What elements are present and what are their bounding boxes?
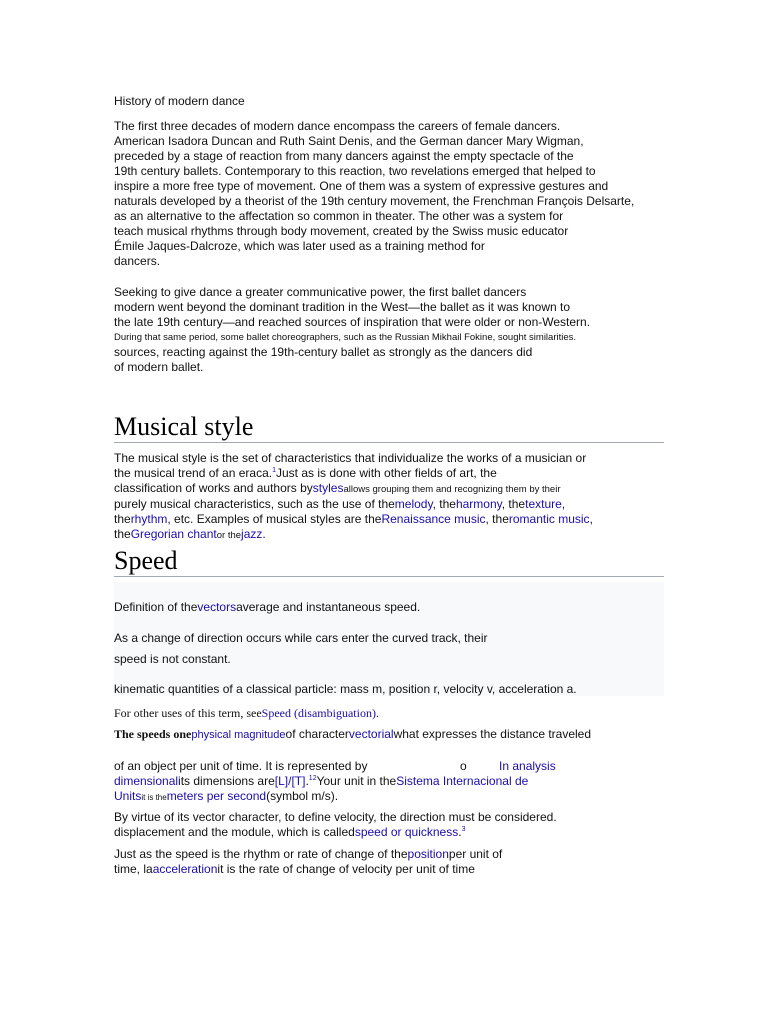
- text-line: preceded by a stage of reaction from many dancers against the empty spectacle of the: [114, 149, 574, 163]
- text-line: [114, 512, 593, 527]
- text-line: By virtue of its vector character, to define velocity, the direction must be considered.: [114, 810, 557, 824]
- infobox-caption-4: kinematic quantities of a classical particle: mass m, position r, velocity v, acceleration a.: [114, 682, 577, 696]
- link-position[interactable]: position: [407, 847, 449, 861]
- link-in-analysis[interactable]: In analysis: [499, 759, 556, 773]
- bold-text: The speeds one: [114, 727, 192, 741]
- text-line: The first three decades of modern dance encompass the careers of female dancers.: [114, 119, 561, 133]
- text-line: [114, 759, 664, 774]
- footnote-ref[interactable]: 12: [308, 775, 317, 782]
- text-line: [114, 497, 593, 512]
- text: For other uses of this term, see: [114, 706, 262, 720]
- musical-style-paragraph: [114, 451, 593, 543]
- link-gregorian-chant[interactable]: Gregorian chant: [130, 527, 217, 541]
- speed-heading: Speed: [114, 546, 664, 577]
- infobox-caption-2: As a change of direction occurs while cars enter the curved track, their: [114, 631, 488, 645]
- text: , the: [501, 497, 526, 511]
- link-styles[interactable]: styles: [312, 481, 344, 495]
- small-text: allows grouping them and recognizing them by their: [343, 484, 561, 495]
- link-acceleration[interactable]: acceleration: [152, 862, 218, 876]
- link-units[interactable]: Units: [114, 789, 142, 803]
- infobox-caption-3: speed is not constant.: [114, 652, 231, 666]
- hatnote: [114, 706, 379, 721]
- infobox-caption-1: [114, 600, 420, 615]
- text-line: sources, reacting against the 19th-century ballet as strongly as the dancers did: [114, 345, 533, 359]
- text: , the: [485, 512, 509, 526]
- text: o: [460, 759, 467, 773]
- text: its dimensions are: [178, 774, 275, 788]
- text: time, la: [114, 862, 153, 876]
- text-line: as an alternative to the affectation so common in theater. The other was a system for: [114, 209, 564, 223]
- text: it is the rate of change of velocity per unit of time: [217, 862, 475, 876]
- text-line: [114, 862, 502, 877]
- text: classification of works and authors by: [114, 481, 313, 495]
- text: .: [262, 527, 266, 541]
- text-line: 19th century ballets. Contemporary to this reaction, two revelations emerged that helped to: [114, 164, 596, 178]
- link-vectors[interactable]: vectors: [197, 600, 237, 614]
- text-line: of modern ballet.: [114, 360, 204, 374]
- link-dimension-formula[interactable]: [L]/[T]: [274, 774, 306, 788]
- text-line: Émile Jaques-Dalcroze, which was later used as a training method for: [114, 239, 485, 253]
- link-romantic-music[interactable]: romantic music: [508, 512, 590, 526]
- link-dimensional[interactable]: dimensional: [114, 774, 179, 788]
- text: Just as is done with other fields of art, the: [276, 466, 497, 480]
- link-vectorial[interactable]: vectorial: [348, 727, 394, 741]
- text: of character: [285, 727, 349, 741]
- text: Just as the speed is the rhythm or rate of change of the: [114, 847, 408, 861]
- link-rhythm[interactable]: rhythm: [130, 512, 168, 526]
- link-jazz[interactable]: jazz: [241, 527, 263, 541]
- speed-definition: [114, 727, 591, 743]
- text: what expresses the distance traveled: [393, 727, 592, 741]
- footnote-ref[interactable]: 1: [272, 467, 276, 474]
- history-title: History of modern dance: [114, 94, 245, 108]
- text: .: [305, 774, 309, 788]
- speed-paragraph-4: [114, 847, 502, 877]
- text-line: the late 19th century—and reached sources of inspiration that were older or non-Western.: [114, 315, 591, 329]
- text-line: [114, 825, 557, 840]
- text: (symbol m/s).: [266, 789, 339, 803]
- small-text-line: During that same period, some ballet choreographers, such as the Russian Mikhail Fokine, sought similarities.: [114, 332, 577, 343]
- link-speed-disambiguation[interactable]: Speed (disambiguation): [261, 706, 376, 720]
- text-line: inspire a more free type of movement. One of them was a system of expressive gestures and: [114, 179, 609, 193]
- link-speed-or-quickness[interactable]: speed or quickness: [354, 825, 459, 839]
- text-line: [114, 774, 528, 789]
- small-text: it is the: [141, 793, 167, 802]
- text: the: [114, 527, 131, 541]
- text: displacement and the module, which is called: [114, 825, 355, 839]
- small-text: or the: [216, 530, 242, 541]
- text: ,: [589, 512, 593, 526]
- text: the musical trend of an eraca.: [114, 466, 273, 480]
- text-line: naturals developed by a theorist of the 19th century movement, the Frenchman François Delsarte,: [114, 194, 635, 208]
- link-physical-magnitude[interactable]: physical magnitude: [191, 729, 286, 741]
- text-line: [114, 789, 338, 805]
- text: the: [114, 512, 131, 526]
- text-line: The musical style is the set of characteristics that individualize the works of a musician or: [114, 451, 587, 465]
- text-line: American Isadora Duncan and Ruth Saint Denis, and the German dancer Mary Wigman,: [114, 134, 584, 148]
- text: purely musical characteristics, such as the use of the: [114, 497, 395, 511]
- link-melody[interactable]: melody: [394, 497, 433, 511]
- text: , etc. Examples of musical styles are the: [167, 512, 382, 526]
- text: per unit of: [448, 847, 503, 861]
- text: of an object per unit of time. It is represented by: [114, 759, 368, 773]
- speed-paragraph-3: [114, 810, 557, 840]
- text: .: [458, 825, 462, 839]
- text-line: [114, 466, 593, 481]
- text-line: [114, 481, 593, 497]
- text-line: [114, 847, 502, 862]
- link-texture[interactable]: texture: [525, 497, 562, 511]
- text-line: dancers.: [114, 254, 161, 268]
- text: .: [375, 706, 379, 720]
- history-paragraph-1: [114, 119, 634, 269]
- footnote-ref[interactable]: 3: [461, 826, 466, 833]
- text: Definition of the: [114, 600, 198, 614]
- link-sistema-internacional[interactable]: Sistema Internacional de: [396, 774, 529, 788]
- musical-style-heading: Musical style: [114, 412, 664, 443]
- text: average and instantaneous speed.: [236, 600, 421, 614]
- text-line: Seeking to give dance a greater communicative power, the first ballet dancers: [114, 285, 527, 299]
- link-meters-per-second[interactable]: meters per second: [166, 789, 267, 803]
- link-harmony[interactable]: harmony: [455, 497, 502, 511]
- text-line: [114, 527, 593, 543]
- text: Your unit in the: [316, 774, 397, 788]
- text-line: modern went beyond the dominant tradition in the West—the ballet as it was known to: [114, 300, 571, 314]
- history-paragraph-2: [114, 285, 590, 375]
- text-line: teach musical rhythms through body movement, created by the Swiss music educator: [114, 224, 569, 238]
- text: , the: [432, 497, 456, 511]
- text: ,: [561, 497, 566, 511]
- link-renaissance-music[interactable]: Renaissance music: [381, 512, 486, 526]
